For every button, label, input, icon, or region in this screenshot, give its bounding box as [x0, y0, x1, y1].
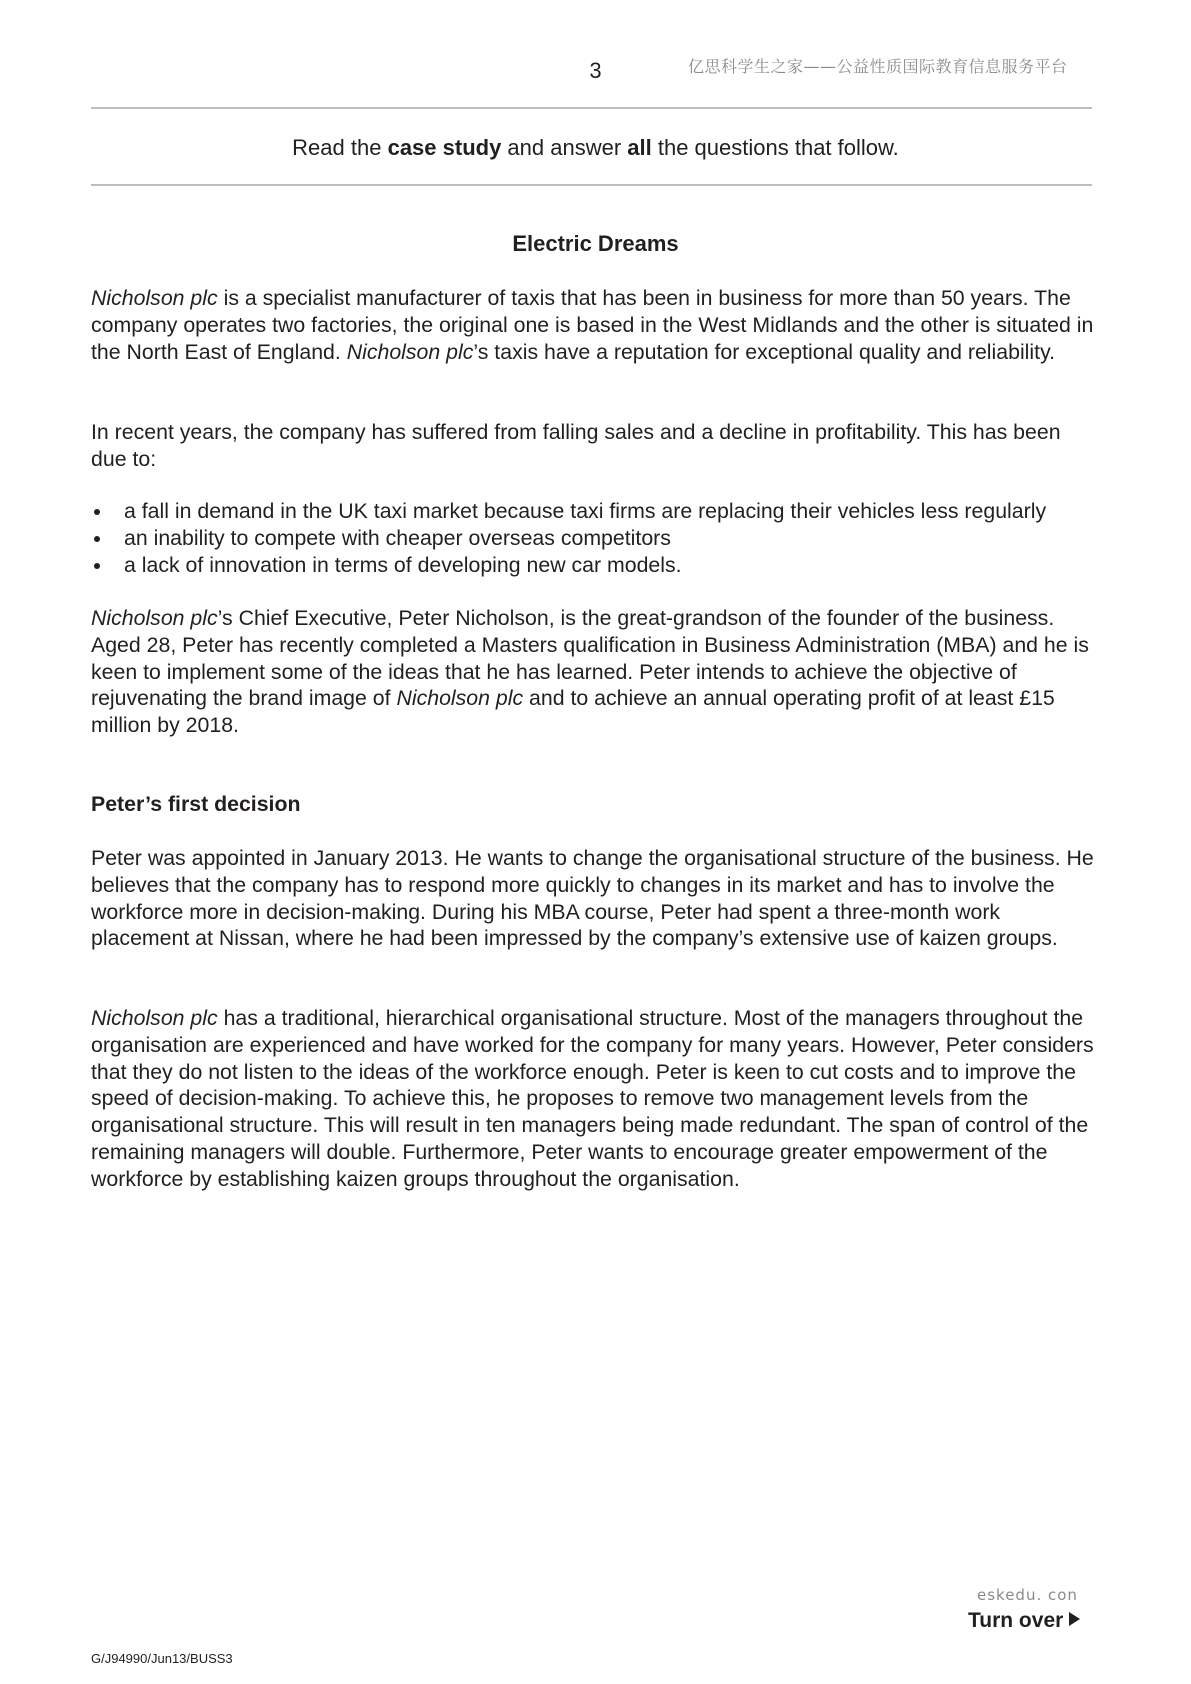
bullet-icon	[94, 563, 100, 569]
paragraph-appointment: Peter was appointed in January 2013. He wants to change the organisational structure of the business. He believes that the company has to respond more quickly to changes in its market and has to involve the workforce more in decision-making. During his MBA course, Peter had spent a three-month work placement at Nissan, where he had been impressed by the company’s extensive use of kaizen groups.	[91, 846, 1094, 951]
play-arrow-icon	[1069, 1612, 1080, 1626]
paragraph-intro: Nicholson plc is a specialist manufacturer of taxis that has been in business for more than 50 years. The company operates two factories, the original one is based in the West Midlands and the other is situated in the North East of England. Nicholson plc’s taxis have a reputation for exceptional quality and reliability.	[91, 286, 1094, 364]
turn-over-label: Turn over	[968, 1609, 1080, 1633]
top-divider	[91, 107, 1092, 109]
page-number: 3	[589, 58, 602, 83]
paragraph-structure: Nicholson plc has a traditional, hierarchical organisational structure. Most of the managers throughout the organisation are experienced and have worked for the company for many years. However, Peter considers that they do not listen to the ideas of the workforce enough. Peter is keen to cut costs and to improve the speed of decision-making. To achieve this, he proposes to remove two management levels from the organisational structure. This will result in ten managers being made redundant. The span of control of the remaining managers will double. Furthermore, Peter wants to encourage greater empowerment of the workforce by establishing kaizen groups throughout the organisation.	[91, 1006, 1094, 1191]
case-study-title: Electric Dreams	[512, 231, 679, 256]
paragraph-decline: In recent years, the company has suffered from falling sales and a decline in profitability. This has been due to:	[91, 420, 1061, 471]
section-heading: Peter’s first decision	[91, 792, 301, 816]
bullet-icon	[94, 509, 100, 515]
paragraph-chief-executive: Nicholson plc’s Chief Executive, Peter Nicholson, is the great-grandson of the founder of the business. Aged 28, Peter has recently completed a Masters qualification in Business Administration (MBA) and he is keen to implement some of the ideas that he has learned. Peter intends to achieve the objective of rejuvenating the brand image of Nicholson plc and to achieve an annual operating profit of at least £15 million by 2018.	[91, 606, 1089, 738]
footer-watermark: eskedu. con	[977, 1586, 1078, 1604]
reasons-list	[91, 498, 1101, 578]
instruction-emphasis-case-study: case study	[387, 135, 502, 160]
header-watermark: 亿思科学生之家——公益性质国际教育信息服务平台	[688, 57, 1068, 76]
bottom-divider	[91, 184, 1092, 186]
list-item: an inability to compete with cheaper overseas competitors	[91, 525, 1101, 552]
list-item: a lack of innovation in terms of developing new car models.	[91, 552, 1101, 579]
paper-code: G/J94990/Jun13/BUSS3	[91, 1651, 233, 1666]
instruction-emphasis-all: all	[627, 135, 652, 160]
bullet-icon	[94, 536, 100, 542]
list-item: a fall in demand in the UK taxi market because taxi firms are replacing their vehicles less regularly	[91, 498, 1101, 525]
instruction-text: Read the case study and answer all the questions that follow.	[292, 135, 899, 160]
